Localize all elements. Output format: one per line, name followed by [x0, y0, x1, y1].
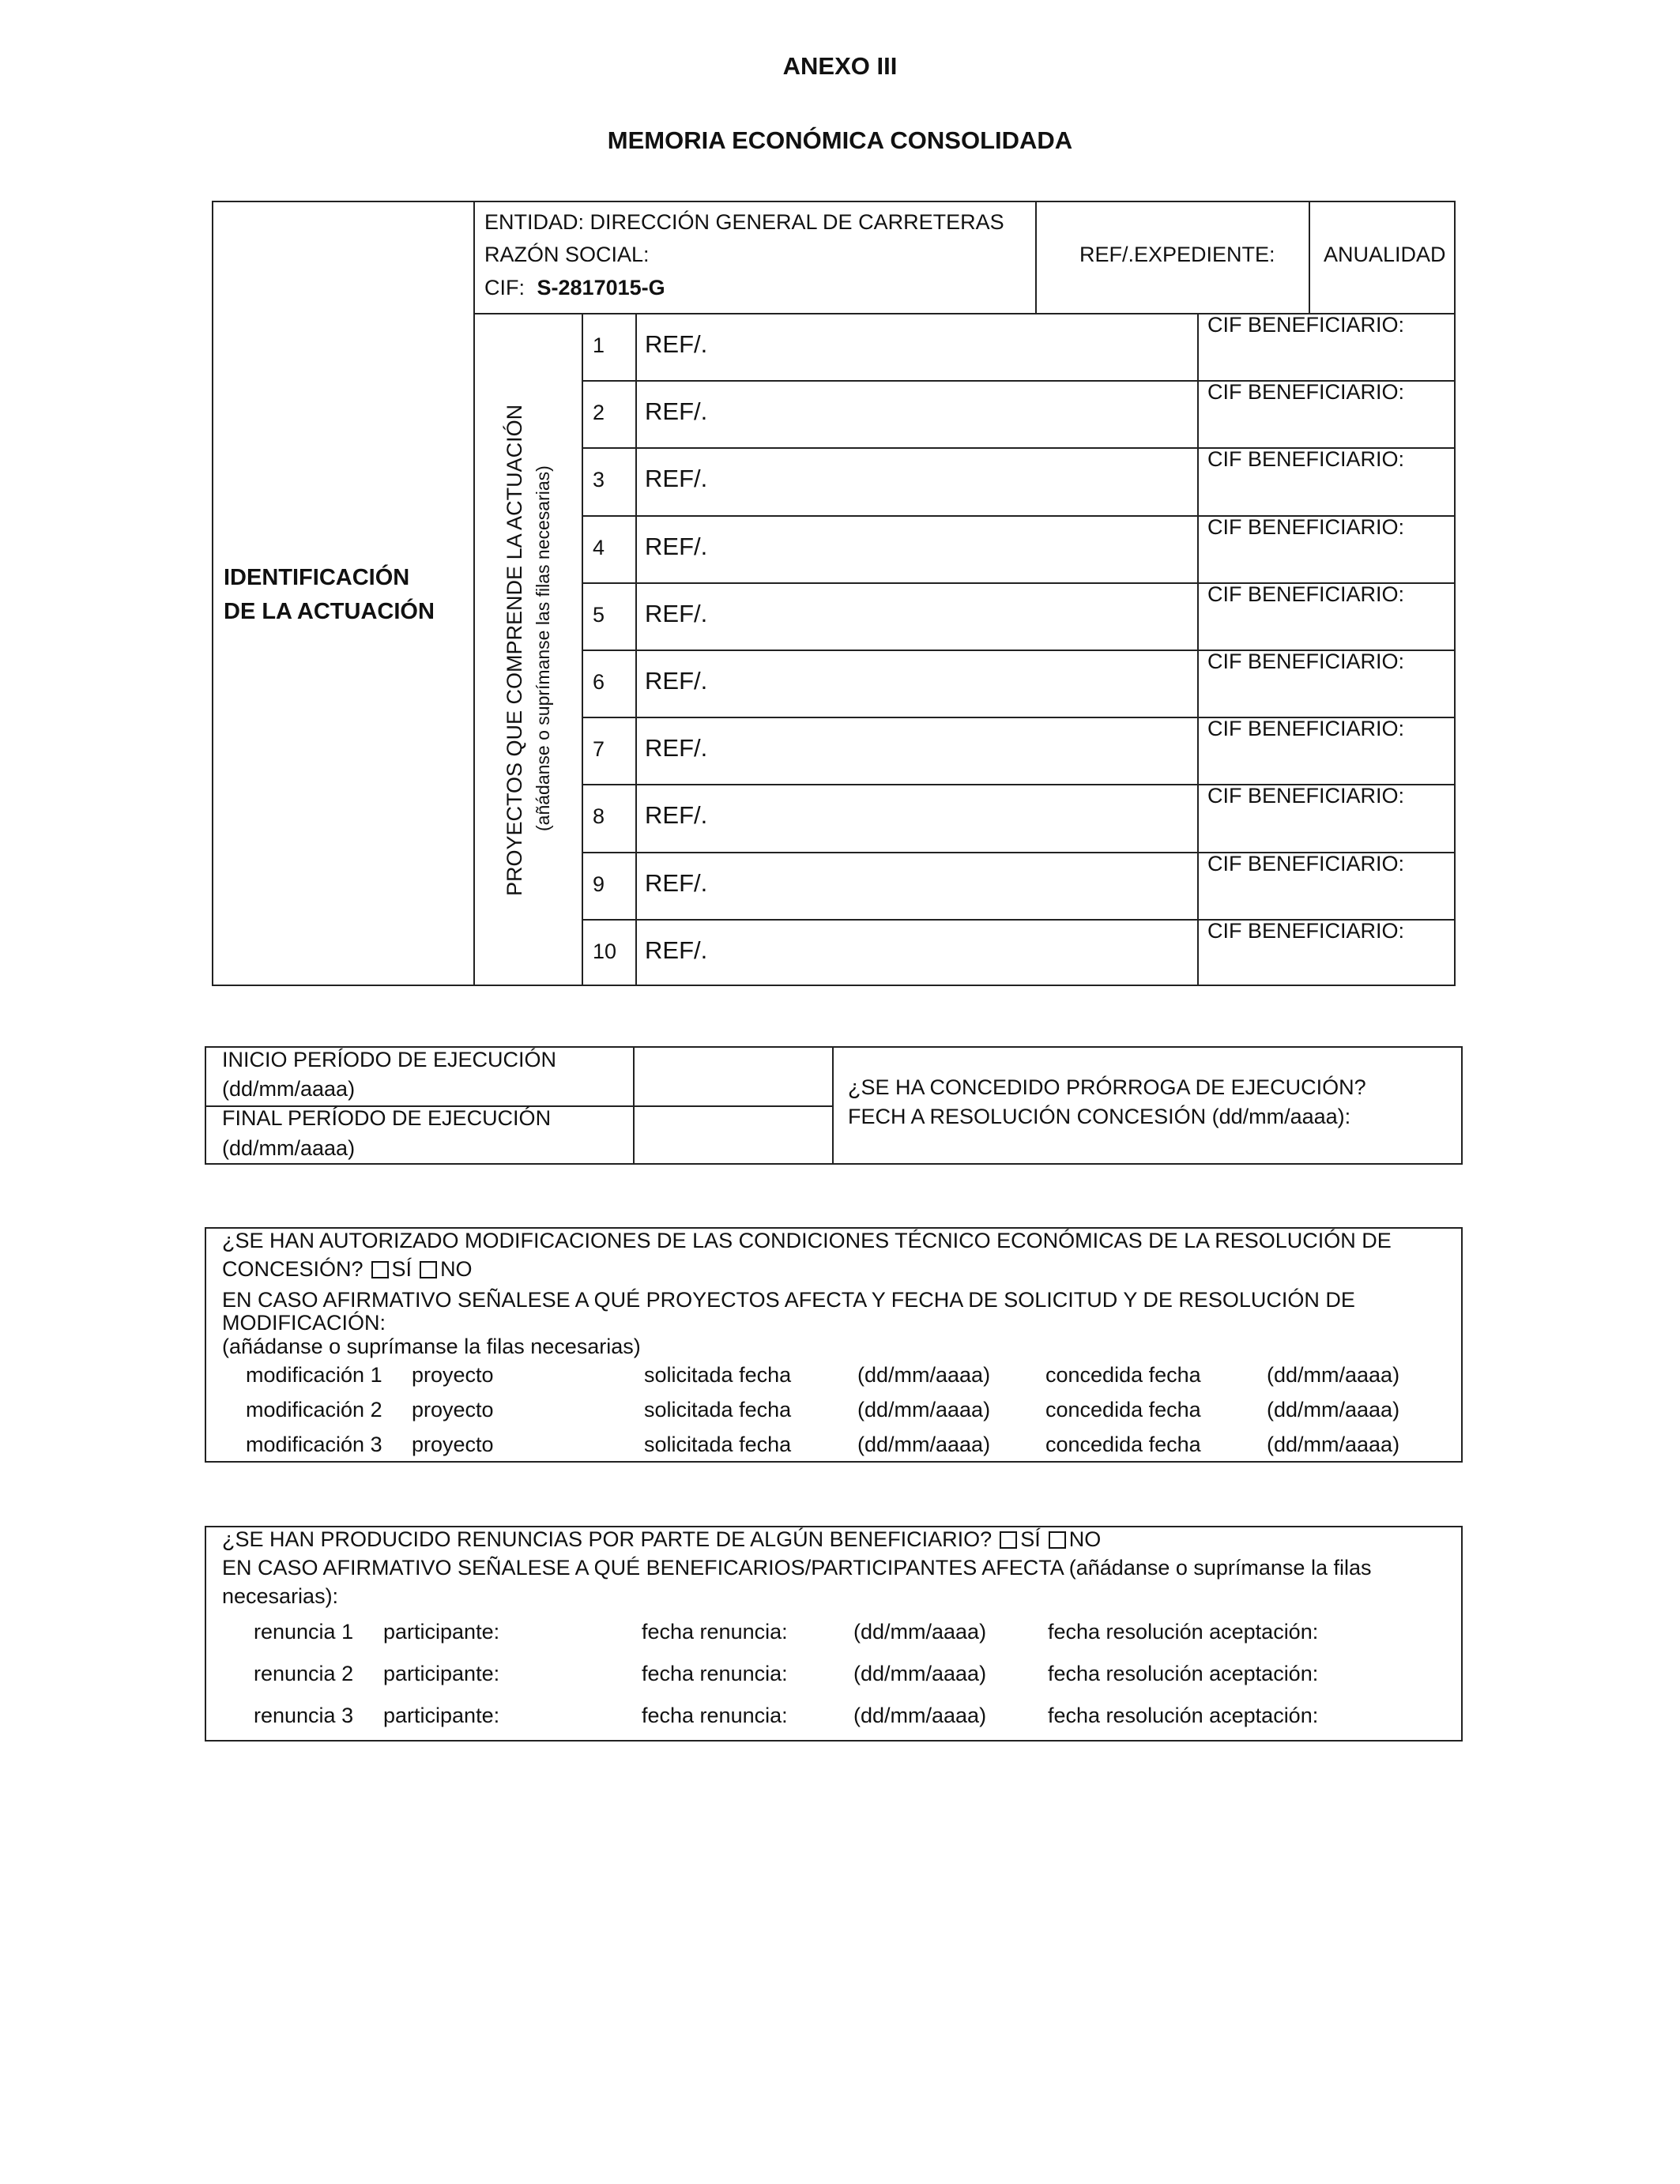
modifications-instruction-line3: (añádanse o suprímanse la filas necesarias) — [222, 1335, 641, 1358]
project-ref-field[interactable]: REF/. — [645, 330, 708, 358]
project-cif-beneficiario[interactable]: CIF BENEFICIARIO: — [1207, 447, 1405, 472]
modification-name: modificación 3 — [246, 1433, 382, 1456]
period-table — [205, 1046, 1463, 1165]
modification-granted-date-format: (dd/mm/aaaa) — [1267, 1433, 1400, 1456]
project-cif-beneficiario[interactable]: CIF BENEFICIARIO: — [1207, 313, 1405, 337]
project-cif-beneficiario[interactable]: CIF BENEFICIARIO: — [1207, 784, 1405, 808]
modifications-instruction-line2: MODIFICACIÓN: — [222, 1311, 386, 1335]
renunciation-resolution-date-label: fecha resolución aceptación: — [1048, 1662, 1319, 1685]
renunciation-row — [206, 1704, 1461, 1738]
modifications-yes-label: SÍ — [391, 1257, 412, 1281]
modification-name: modificación 1 — [246, 1363, 382, 1387]
modification-granted-date-format: (dd/mm/aaaa) — [1267, 1363, 1400, 1387]
modification-requested-date-label: solicitada fecha — [644, 1363, 792, 1387]
page-title: MEMORIA ECONÓMICA CONSOLIDADA — [607, 126, 1073, 154]
renunciation-date-label: fecha renuncia: — [642, 1704, 788, 1727]
renunciation-row — [206, 1620, 1461, 1655]
project-number: 7 — [593, 737, 605, 762]
renunciation-participant: participante: — [383, 1662, 500, 1685]
project-ref-field[interactable]: REF/. — [645, 868, 708, 897]
renunciation-date-format: (dd/mm/aaaa) — [853, 1704, 987, 1727]
modification-requested-date-format: (dd/mm/aaaa) — [857, 1363, 991, 1387]
project-row — [582, 717, 1454, 784]
modification-project: proyecto — [412, 1433, 494, 1456]
renunciations-no-checkbox[interactable] — [1049, 1531, 1066, 1549]
renunciation-name: renuncia 3 — [254, 1704, 354, 1727]
modifications-instruction-line1: EN CASO AFIRMATIVO SEÑALESE A QUÉ PROYECTOS AFECTA Y FECHA DE SOLICITUD Y DE RESOLUCIÓN DE — [222, 1288, 1355, 1312]
renunciation-date-label: fecha renuncia: — [642, 1620, 788, 1644]
modifications-no-checkbox[interactable] — [420, 1261, 437, 1278]
project-cif-beneficiario[interactable]: CIF BENEFICIARIO: — [1207, 650, 1405, 673]
modification-row — [206, 1398, 1461, 1429]
modification-requested-date-format: (dd/mm/aaaa) — [857, 1433, 991, 1456]
final-period-format: (dd/mm/aaaa) — [222, 1136, 356, 1160]
renunciation-name: renuncia 1 — [254, 1620, 354, 1644]
project-number: 3 — [593, 468, 605, 492]
project-ref-field[interactable]: REF/. — [645, 667, 708, 695]
inicio-period-format: (dd/mm/aaaa) — [222, 1077, 356, 1101]
renunciations-question: ¿SE HAN PRODUCIDO RENUNCIAS POR PARTE DE ALGÚN BENEFICIARIO? — [222, 1527, 993, 1551]
razon-social-field: RAZÓN SOCIAL: — [484, 243, 650, 266]
modifications-yes-checkbox[interactable] — [371, 1261, 389, 1278]
modification-granted-date-format: (dd/mm/aaaa) — [1267, 1398, 1400, 1421]
inicio-period-label: INICIO PERÍODO DE EJECUCIÓN — [222, 1048, 557, 1071]
modification-project: proyecto — [412, 1363, 494, 1387]
project-ref-field[interactable]: REF/. — [645, 599, 708, 627]
modification-requested-date-format: (dd/mm/aaaa) — [857, 1398, 991, 1421]
project-row — [582, 313, 1454, 380]
renunciations-instruction-line1: EN CASO AFIRMATIVO SEÑALESE A QUÉ BENEFICARIOS/PARTICIPANTES AFECTA (añádanse o suprímanse la filas — [222, 1556, 1372, 1580]
identification-label-line2: DE LA ACTUACIÓN — [224, 599, 435, 624]
inicio-period-input[interactable] — [635, 1049, 831, 1104]
ref-expediente-label: REF/.EXPEDIENTE: — [1079, 243, 1275, 266]
final-period-input[interactable] — [635, 1108, 831, 1163]
project-row — [582, 852, 1454, 919]
project-ref-field[interactable]: REF/. — [645, 532, 708, 560]
modifications-question-line2: CONCESIÓN? — [222, 1257, 363, 1281]
cif-value: S-2817015-G — [537, 276, 665, 299]
renunciation-date-format: (dd/mm/aaaa) — [853, 1620, 987, 1644]
renunciations-yes-checkbox[interactable] — [1000, 1531, 1017, 1549]
modification-granted-date-label: concedida fecha — [1045, 1398, 1201, 1421]
modification-row — [206, 1433, 1461, 1464]
modifications-table — [205, 1227, 1463, 1463]
project-ref-field[interactable]: REF/. — [645, 397, 708, 426]
project-cif-beneficiario[interactable]: CIF BENEFICIARIO: — [1207, 918, 1405, 943]
project-cif-beneficiario[interactable]: CIF BENEFICIARIO: — [1207, 717, 1405, 741]
projects-vertical-note: (añádanse o suprímanse las filas necesarias) — [533, 465, 553, 831]
project-row — [582, 919, 1454, 986]
project-row — [582, 515, 1454, 582]
projects-vertical-label: PROYECTOS QUE COMPRENDE LA ACTUACIÓN — [503, 404, 526, 896]
project-ref-field[interactable]: REF/. — [645, 734, 708, 763]
renunciation-participant: participante: — [383, 1620, 500, 1644]
resolucion-fecha-label: FECH A RESOLUCIÓN CONCESIÓN (dd/mm/aaaa): — [848, 1105, 1351, 1128]
cif-label: CIF: — [484, 276, 525, 299]
final-period-label: FINAL PERÍODO DE EJECUCIÓN — [222, 1106, 552, 1130]
renunciation-name: renuncia 2 — [254, 1662, 354, 1685]
project-number: 1 — [593, 333, 605, 357]
modification-granted-date-label: concedida fecha — [1045, 1433, 1201, 1456]
renunciation-date-label: fecha renuncia: — [642, 1662, 788, 1685]
identification-label-line1: IDENTIFICACIÓN — [224, 565, 410, 590]
renunciation-row — [206, 1662, 1461, 1696]
project-row — [582, 447, 1454, 514]
project-number: 8 — [593, 804, 605, 829]
modification-project: proyecto — [412, 1398, 494, 1421]
project-ref-field[interactable]: REF/. — [645, 936, 708, 964]
project-cif-beneficiario[interactable]: CIF BENEFICIARIO: — [1207, 380, 1405, 405]
modification-granted-date-label: concedida fecha — [1045, 1363, 1201, 1387]
renunciation-resolution-date-label: fecha resolución aceptación: — [1048, 1704, 1319, 1727]
renunciations-no-label: NO — [1068, 1527, 1102, 1551]
renunciation-date-format: (dd/mm/aaaa) — [853, 1662, 987, 1685]
project-number: 2 — [593, 401, 605, 425]
project-row — [582, 582, 1454, 650]
project-row — [582, 650, 1454, 717]
renunciation-resolution-date-label: fecha resolución aceptación: — [1048, 1620, 1319, 1644]
modification-row — [206, 1363, 1461, 1395]
project-number: 4 — [593, 535, 605, 559]
project-cif-beneficiario[interactable]: CIF BENEFICIARIO: — [1207, 514, 1405, 539]
project-number: 9 — [593, 872, 605, 896]
modifications-no-label: NO — [440, 1257, 473, 1281]
project-number: 5 — [593, 602, 605, 627]
modification-requested-date-label: solicitada fecha — [644, 1398, 792, 1421]
modifications-question-line1: ¿SE HAN AUTORIZADO MODIFICACIONES DE LAS CONDICIONES TÉCNICO ECONÓMICAS DE LA RESOLUCIÓN DE — [222, 1229, 1392, 1252]
project-row — [582, 380, 1454, 447]
prorroga-question: ¿SE HA CONCEDIDO PRÓRROGA DE EJECUCIÓN? — [848, 1075, 1366, 1099]
anualidad-label: ANUALIDAD — [1324, 243, 1446, 266]
project-ref-field[interactable]: REF/. — [645, 801, 708, 830]
project-number: 6 — [593, 670, 605, 694]
renunciation-participant: participante: — [383, 1704, 500, 1727]
project-row — [582, 784, 1454, 851]
modification-name: modificación 2 — [246, 1398, 382, 1421]
entity-field: ENTIDAD: DIRECCIÓN GENERAL DE CARRETERAS — [484, 210, 1004, 234]
project-cif-beneficiario[interactable]: CIF BENEFICIARIO: — [1207, 582, 1405, 606]
project-ref-field[interactable]: REF/. — [645, 465, 708, 493]
modification-requested-date-label: solicitada fecha — [644, 1433, 792, 1456]
renunciations-instruction-line2: necesarias): — [222, 1584, 339, 1608]
annex-title: ANEXO III — [782, 52, 898, 80]
project-cif-beneficiario[interactable]: CIF BENEFICIARIO: — [1207, 851, 1405, 875]
project-number: 10 — [593, 939, 617, 963]
identification-table — [212, 201, 1456, 986]
renunciations-table — [205, 1526, 1463, 1742]
renunciations-yes-label: SÍ — [1020, 1527, 1041, 1551]
